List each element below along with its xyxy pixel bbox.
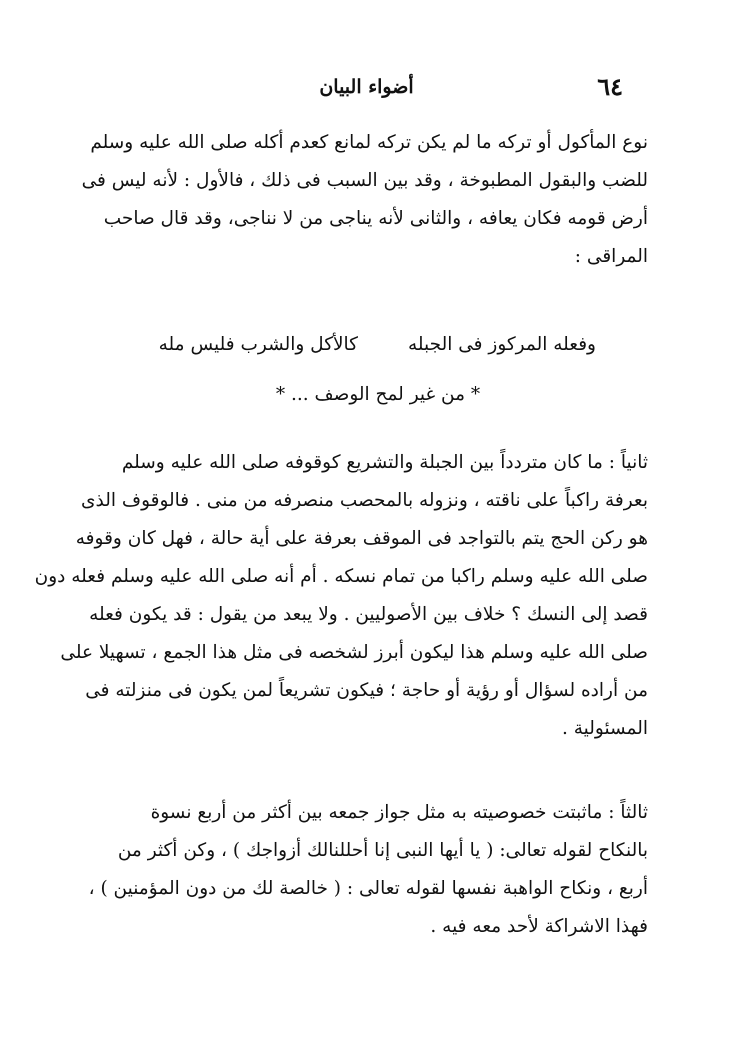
verse-hemistich-right: وفعله المركوز فى الجبله: [408, 334, 596, 355]
paragraph-line: للضب والبقول المطبوخة ، وقد بين السبب فى ذلك ، فالأول : لأنه ليس فى: [81, 170, 648, 191]
page-number: ٦٤: [597, 72, 623, 101]
page-header: [110, 72, 623, 106]
paragraph-line: قصد إلى النسك ؟ خلاف بين الأصوليين . ولا يبعد من يقول : قد يكون فعله: [89, 604, 648, 625]
paragraph-line: صلى الله عليه وسلم هذا ليكون أبرز لشخصه فى مثل هذا الجمع ، تسهيلا على: [60, 642, 648, 663]
paragraph-line: نوع المأكول أو تركه ما لم يكن تركه لمانع كعدم أكله صلى الله عليه وسلم: [90, 132, 648, 153]
paragraph-line: فهذا الاشراكة لأحد معه فيه .: [430, 916, 648, 937]
paragraph-1: [81, 124, 648, 276]
verse-line-1: [108, 334, 648, 370]
paragraph-line: صلى الله عليه وسلم راكبا من تمام نسكه . أم أنه صلى الله عليه وسلم فعله دون: [34, 566, 648, 587]
paragraph-line: من أراده لسؤال أو رؤية أو حاجة ؛ فيكون تشريعاً لمن يكون فى منزلته فى: [85, 680, 648, 701]
paragraph-line: أرض قومه فكان يعافه ، والثانى لأنه يناجى من لا نناجى، وقد قال صاحب: [103, 208, 648, 229]
paragraph-2: [34, 444, 648, 748]
paragraph-line: بالنكاح لقوله تعالى: ( يا أيها النبى إنا أحللنالك أزواجك ) ، وكن أكثر من: [117, 840, 648, 861]
paragraph-line: أربع ، ونكاح الواهبة نفسها لقوله تعالى : ( خالصة لك من دون المؤمنين ) ،: [88, 878, 648, 899]
paragraph-line: هو ركن الحج يتم بالتواجد فى الموقف بعرفة على أية حالة ، فهل كان وقوفه: [75, 528, 648, 549]
paragraph-line: بعرفة راكباً على ناقته ، ونزوله بالمحصب منصرفه من منى . فالوقوف الذى: [81, 490, 648, 511]
running-title: أضواء البيان: [319, 76, 414, 98]
verse-line-2: * من غير لمح الوصف ... *: [275, 384, 481, 405]
paragraph-line: ثالثاً : ماثبتت خصوصيته به مثل جواز جمعه بين أكثر من أربع نسوة: [150, 802, 648, 823]
paragraph-line: المسئولية .: [561, 718, 648, 739]
paragraph-line: ثانياً : ما كان متردداً بين الجبلة والتشريع كوقوفه صلى الله عليه وسلم: [121, 452, 648, 473]
paragraph-line: المراقى :: [574, 246, 648, 267]
verse-hemistich-left: كالأكل والشرب فليس مله: [158, 334, 358, 355]
paragraph-3: [88, 794, 648, 946]
